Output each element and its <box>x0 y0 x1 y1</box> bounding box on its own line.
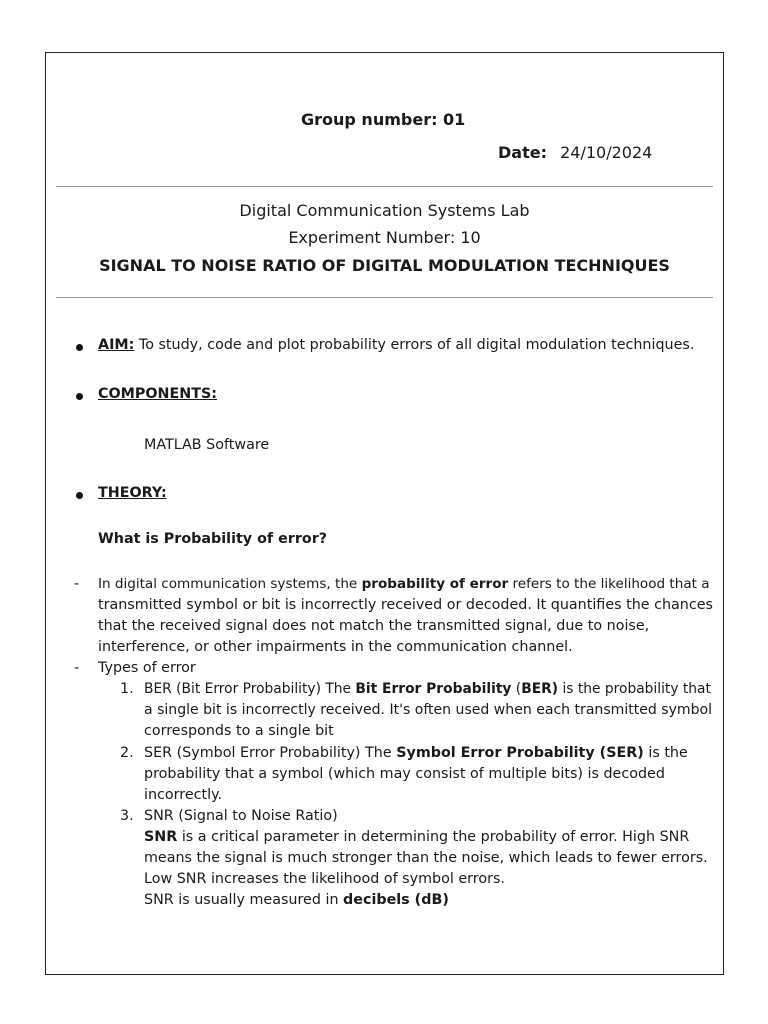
bold-term: Symbol Error Probability (SER) <box>396 745 644 761</box>
bold-term: Bit Error Probability <box>355 681 512 697</box>
aim-label: AIM: <box>98 337 135 353</box>
components-label: COMPONENTS: <box>98 386 217 402</box>
bullet-dot <box>76 344 83 351</box>
date-value: 24/10/2024 <box>560 143 653 162</box>
paragraph-line: that the received signal does not match the transmitted signal, due to noise, <box>98 618 650 634</box>
list-item-line: SNR (Signal to Noise Ratio) <box>144 808 338 824</box>
paragraph-line <box>98 576 710 592</box>
list-item-line <box>144 681 711 697</box>
theory-question: What is Probability of error? <box>98 531 328 547</box>
list-item-line: a single bit is incorrectly received. It's often used when each transmitted symbol <box>144 702 713 718</box>
bold-term: probability of error <box>361 576 509 592</box>
list-number: 3. <box>120 808 134 824</box>
text-span: is the <box>643 745 688 761</box>
paragraph-line: interference, or other impairments in the communication channel. <box>98 639 573 655</box>
bold-term: SNR <box>144 829 178 845</box>
aim-text: To study, code and plot probability errors of all digital modulation techniques. <box>134 337 695 353</box>
types-heading: Types of error <box>98 660 196 676</box>
text-span: BER (Bit Error Probability) The <box>144 681 356 697</box>
components-heading <box>98 386 217 402</box>
date-line <box>498 143 652 162</box>
document-page <box>45 52 724 975</box>
list-item-line <box>144 892 449 908</box>
text-span: SER (Symbol Error Probability) The <box>144 745 397 761</box>
list-item-line: incorrectly. <box>144 787 223 803</box>
text-span: In digital communication systems, the <box>98 576 362 592</box>
list-item-line: Low SNR increases the likelihood of symbol errors. <box>144 871 505 887</box>
page-title: SIGNAL TO NOISE RATIO OF DIGITAL MODULATION TECHNIQUES <box>99 256 670 275</box>
divider-top <box>56 186 713 187</box>
list-item-line: probability that a symbol (which may consist of multiple bits) is decoded <box>144 766 665 782</box>
theory-heading <box>98 485 167 501</box>
list-item-line: corresponds to a single bit <box>144 723 334 739</box>
divider-bottom <box>56 297 713 298</box>
list-item-line <box>144 745 688 761</box>
list-item-line <box>144 829 689 845</box>
bold-term: BER) <box>521 681 559 697</box>
paragraph-line: transmitted symbol or bit is incorrectly received or decoded. It quantifies the chances <box>98 597 713 613</box>
date-label: Date: <box>498 143 547 162</box>
theory-label: THEORY: <box>98 485 167 501</box>
text-span: is the probability that <box>558 681 711 697</box>
list-number: 1. <box>120 681 134 697</box>
lab-name: Digital Communication Systems Lab <box>239 201 530 220</box>
dash-marker: - <box>74 576 80 592</box>
bullet-dot <box>76 492 83 499</box>
component-item: MATLAB Software <box>144 437 270 453</box>
text-span: ( <box>511 681 522 697</box>
list-item-line: means the signal is much stronger than the noise, which leads to fewer errors. <box>144 850 708 866</box>
bullet-dot <box>76 393 83 400</box>
experiment-number: Experiment Number: 10 <box>288 228 481 247</box>
text-span: is a critical parameter in determining the probability of error. High SNR <box>177 829 690 845</box>
dash-marker: - <box>74 660 80 676</box>
bold-term: decibels (dB) <box>343 892 449 908</box>
text-span: refers to the likelihood that a <box>508 576 710 592</box>
text-span: SNR is usually measured in <box>144 892 344 908</box>
list-number: 2. <box>120 745 134 761</box>
aim-line <box>98 337 694 353</box>
group-number: Group number: 01 <box>301 110 466 129</box>
